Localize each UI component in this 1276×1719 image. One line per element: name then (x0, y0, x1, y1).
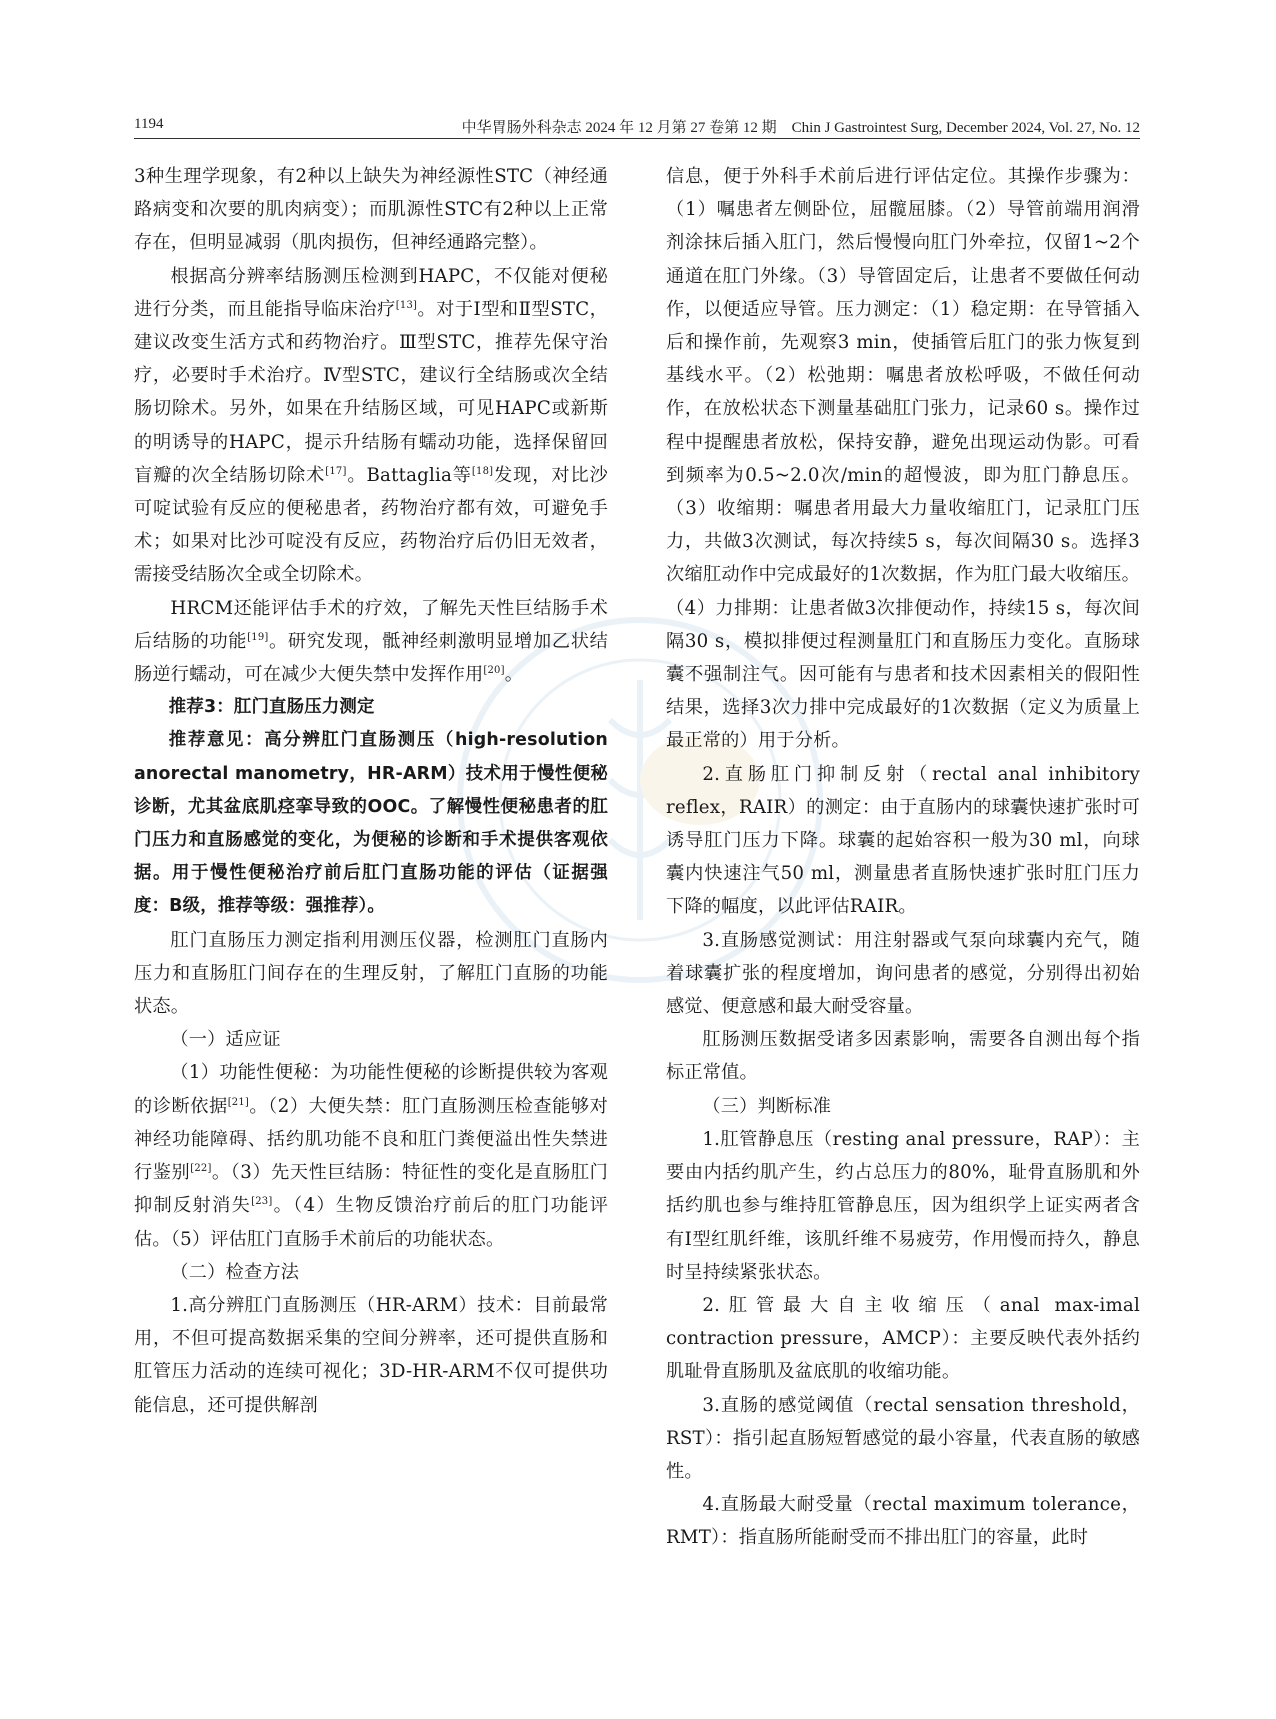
page-number: 1194 (134, 116, 164, 132)
citation[interactable]: [13] (395, 299, 418, 311)
journal-info: 中华胃肠外科杂志 2024 年 12 月第 27 卷第 12 期 Chin J Gastrointest Surg, December 2024, Vol. 27, No. 12 (461, 120, 1140, 136)
citation[interactable]: [17] (325, 465, 347, 477)
left-column (134, 160, 608, 1422)
section-heading: （一）适应证 (170, 1029, 281, 1051)
running-header (134, 112, 1140, 139)
recommendation-text: 推荐意见：高分辨肛门直肠测压（high-resolution anorectal manometry，HR-ARM）技术用于慢性便秘诊断，尤其盆底肌痉挛导致的OOC。了解慢性便秘患者的肛门压力和直肠感觉的变化，为便秘的诊断和手术提供客观依据。用于慢性便秘治疗前后肛门直肠功能的评估（证据强度：B级，推荐等级：强推荐）。 (134, 730, 608, 917)
paragraph: 2.直肠肛门抑制反射（rectal anal inhibitory reflex，RAIR）的测定：由于直肠内的球囊快速扩张时可诱导肛门压力下降。球囊的起始容积一般为30 ml，向球囊内快速注气50 ml，测量患者直肠快速扩张时肛门压力下降的幅度，以此评估RAIR。 (666, 763, 1140, 918)
right-column (666, 160, 1140, 1555)
paragraph: 1.肛管静息压（resting anal pressure，RAP）：主要由内括约肌产生，约占总压力的80%，耻骨直肠肌和外括约肌也参与维持肛管静息压，因为组织学上证实两者含有Ⅰ型红肌纤维，该肌纤维不易疲劳，作用慢而持久，静息时呈持续紧张状态。 (666, 1128, 1140, 1283)
paragraph: HRCM还能评估手术的疗效，了解先天性巨结肠手术后结肠的功能[19]。研究发现，骶神经刺激明显增加乙状结肠逆行蠕动，可在减少大便失禁中发挥作用[20]。 (134, 597, 608, 686)
citation[interactable]: [19] (247, 631, 269, 643)
paragraph: 3种生理学现象，有2种以上缺失为神经源性STC（神经通路病变和次要的肌肉病变）；而肌源性STC有2种以上正常存在，但明显减弱（肌肉损伤，但神经通路完整）。 (134, 166, 608, 254)
paragraph: 根据高分辨率结肠测压检测到HAPC，不仅能对便秘进行分类，而且能指导临床治疗[13]。对于Ⅰ型和Ⅱ型STC，建议改变生活方式和药物治疗。Ⅲ型STC，推荐先保守治疗，必要时手术治疗。Ⅳ型STC，建议行全结肠或次全结肠切除术。另外，如果在升结肠区域，可见HAPC或新斯的明诱导的HAPC，提示升结肠有蠕动功能，选择保留回盲瓣的次全结肠切除术[17]。Battaglia等[18]发现，对比沙可啶试验有反应的便秘患者，药物治疗都有效，可避免手术；如果对比沙可啶没有反应，药物治疗后仍旧无效者，需接受结肠次全或全切除术。 (134, 265, 609, 586)
paragraph: 信息，便于外科手术前后进行评估定位。其操作步骤为：（1）嘱患者左侧卧位，屈髋屈膝。（2）导管前端用润滑剂涂抹后插入肛门，然后慢慢向肛门外牵拉，仅留1~2个通道在肛门外缘。（3）导管固定后，让患者不要做任何动作，以便适应导管。压力测定：（1）稳定期：在导管插入后和操作前，先观察3 min，使插管后肛门的张力恢复到基线水平。（2）松弛期：嘱患者放松呼吸，不做任何动作，在放松状态下测量基础肛门张力，记录60 s。操作过程中提醒患者放松，保持安静，避免出现运动伪影。可看到频率为0.5~2.0次/min的超慢波，即为肛门静息压。（3）收缩期：嘱患者用最大力量收缩肛门，记录肛门压力，共做3次测试，每次持续5 s，每次间隔30 s。选择3次缩肛动作中完成最好的1次数据，作为肛门最大收缩压。（4）力排期：让患者做3次排便动作，持续15 s，每次间隔30 s，模拟排便过程测量肛门和直肠压力变化。直肠球囊不强制注气。因可能有与患者和技术因素相关的假阳性结果，选择3次力排中完成最好的1次数据（定义为质量上最正常的）用于分析。 (666, 166, 1140, 752)
paragraph: 3.直肠的感觉阈值（rectal sensation threshold，RST）：指引起直肠短暂感觉的最小容量，代表直肠的敏感性。 (666, 1394, 1140, 1482)
citation[interactable]: [22] (190, 1163, 212, 1175)
citation[interactable]: [21] (227, 1096, 250, 1108)
citation[interactable]: [20] (483, 665, 505, 677)
section-heading: （二）检查方法 (170, 1261, 300, 1283)
citation[interactable]: [23] (251, 1196, 273, 1208)
paragraph: 肛肠测压数据受诸多因素影响，需要各自测出每个指标正常值。 (666, 1029, 1140, 1084)
paragraph: 肛门直肠压力测定指利用测压仪器，检测肛门直肠内压力和直肠肛门间存在的生理反射，了解肛门直肠的功能状态。 (134, 929, 608, 1018)
paragraph: 1.高分辨肛门直肠测压（HR-ARM）技术：目前最常用，不但可提高数据采集的空间分辨率，还可提供直肠和肛管压力活动的连续可视化；3D-HR-ARM不仅可提供功能信息，还可提供解剖 (134, 1294, 608, 1416)
section-heading: （三）判断标准 (702, 1095, 832, 1117)
paragraph: 2.肛管最大自主收缩压（anal max-imal contraction pressure，AMCP）：主要反映代表外括约肌耻骨直肠肌及盆底肌的收缩功能。 (666, 1294, 1140, 1383)
paragraph: （1）功能性便秘：为功能性便秘的诊断提供较为客观的诊断依据[21]。（2）大便失禁：肛门直肠测压检查能够对神经功能障碍、括约肌功能不良和肛门粪便溢出性失禁进行鉴别[22]。（3）先天性巨结肠：特征性的变化是直肠肛门抑制反射消失[23]。（4）生物反馈治疗前后的肛门功能评估。（5）评估肛门直肠手术前后的功能状态。 (134, 1062, 609, 1250)
paragraph: 3.直肠感觉测试：用注射器或气泵向球囊内充气，随着球囊扩张的程度增加，询问患者的感觉，分别得出初始感觉、便意感和最大耐受容量。 (666, 929, 1140, 1018)
paragraph: 4.直肠最大耐受量（rectal maximum tolerance，RMT）：指直肠所能耐受而不排出肛门的容量，此时 (666, 1494, 1140, 1549)
citation[interactable]: [18] (471, 465, 494, 477)
recommendation-title: 推荐3：肛门直肠压力测定 (168, 697, 375, 718)
